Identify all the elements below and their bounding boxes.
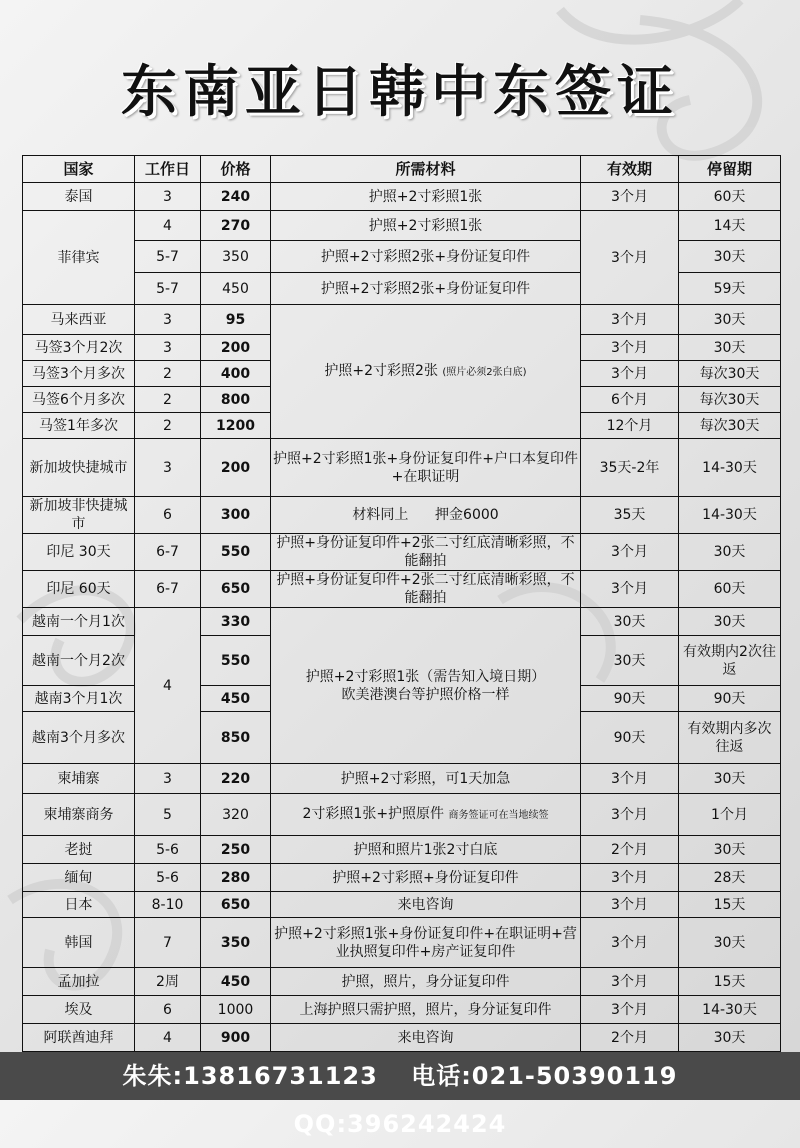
- stay-cell: 有效期内多次往返: [679, 712, 781, 764]
- validity-cell: 3个月: [581, 892, 679, 918]
- table-row: [23, 305, 781, 335]
- validity-cell: 2个月: [581, 836, 679, 864]
- materials-line: 护照+2寸彩照1张（需告知入境日期）: [305, 668, 546, 685]
- country-cell: 印尼 30天: [23, 534, 135, 571]
- country-cell: 印尼 60天: [23, 571, 135, 608]
- price-cell: 220: [201, 764, 271, 794]
- stay-cell: 30天: [679, 1024, 781, 1052]
- table-row: [23, 794, 781, 836]
- table-row: [23, 836, 781, 864]
- table-header-row: [23, 156, 781, 183]
- validity-cell: 90天: [581, 712, 679, 764]
- contact-phone: 电话:021-50390119: [411, 1062, 678, 1090]
- contact-footer: [0, 1052, 800, 1138]
- price-cell: 320: [201, 794, 271, 836]
- validity-cell: 3个月: [581, 764, 679, 794]
- price-cell: 550: [201, 636, 271, 686]
- workdays-cell: 4: [135, 608, 201, 764]
- country-cell: 越南一个月1次: [23, 608, 135, 636]
- table-row: [23, 864, 781, 892]
- header-price: 价格: [201, 156, 271, 183]
- workdays-cell: 5: [135, 794, 201, 836]
- validity-cell: 3个月: [581, 918, 679, 968]
- validity-cell: 3个月: [581, 996, 679, 1024]
- validity-cell: 3个月: [581, 211, 679, 305]
- materials-cell: 护照+2寸彩照1张: [271, 183, 581, 211]
- country-cell: 老挝: [23, 836, 135, 864]
- workdays-cell: 5-7: [135, 241, 201, 273]
- price-cell: 270: [201, 211, 271, 241]
- validity-cell: 3个月: [581, 794, 679, 836]
- stay-cell: 30天: [679, 241, 781, 273]
- deposit-text: 押金6000: [435, 507, 499, 523]
- country-cell: 马签3个月多次: [23, 361, 135, 387]
- header-validity: 有效期: [581, 156, 679, 183]
- price-cell: 250: [201, 836, 271, 864]
- stay-cell: 59天: [679, 273, 781, 305]
- price-cell: 650: [201, 892, 271, 918]
- stay-cell: 30天: [679, 836, 781, 864]
- workdays-cell: 2: [135, 413, 201, 439]
- materials-cell: 护照和照片1张2寸白底: [271, 836, 581, 864]
- workdays-cell: 3: [135, 439, 201, 497]
- materials-cell: 护照+身份证复印件+2张二寸红底清晰彩照，不能翻拍: [271, 534, 581, 571]
- validity-cell: 6个月: [581, 387, 679, 413]
- validity-cell: 35天-2年: [581, 439, 679, 497]
- country-cell: 马签6个月多次: [23, 387, 135, 413]
- price-cell: 550: [201, 534, 271, 571]
- materials-cell: 护照+身份证复印件+2张二寸红底清晰彩照，不能翻拍: [271, 571, 581, 608]
- workdays-cell: 8-10: [135, 892, 201, 918]
- stay-cell: 每次30天: [679, 413, 781, 439]
- header-workdays: 工作日: [135, 156, 201, 183]
- price-cell: 900: [201, 1024, 271, 1052]
- country-cell: 新加坡非快捷城市: [23, 497, 135, 534]
- country-cell: 越南3个月多次: [23, 712, 135, 764]
- table-row: [23, 996, 781, 1024]
- country-cell: 柬埔寨: [23, 764, 135, 794]
- table-row: [23, 439, 781, 497]
- country-cell: 越南一个月2次: [23, 636, 135, 686]
- workdays-cell: 3: [135, 305, 201, 335]
- country-cell: 新加坡快捷城市: [23, 439, 135, 497]
- country-cell: 马签1年多次: [23, 413, 135, 439]
- validity-cell: 90天: [581, 686, 679, 712]
- stay-cell: 15天: [679, 968, 781, 996]
- materials-cell: 来电咨询: [271, 1024, 581, 1052]
- stay-cell: 30天: [679, 534, 781, 571]
- workdays-cell: 3: [135, 183, 201, 211]
- stay-cell: 有效期内2次往返: [679, 636, 781, 686]
- price-cell: 800: [201, 387, 271, 413]
- country-cell: 韩国: [23, 918, 135, 968]
- price-cell: 450: [201, 686, 271, 712]
- price-cell: 300: [201, 497, 271, 534]
- materials-cell: [271, 794, 581, 836]
- country-cell: 柬埔寨商务: [23, 794, 135, 836]
- stay-cell: 30天: [679, 608, 781, 636]
- table-row: [23, 534, 781, 571]
- stay-cell: 30天: [679, 764, 781, 794]
- table-row: [23, 571, 781, 608]
- stay-cell: 15天: [679, 892, 781, 918]
- table-row: [23, 918, 781, 968]
- country-cell: 埃及: [23, 996, 135, 1024]
- header-country: 国家: [23, 156, 135, 183]
- materials-text: 护照+2寸彩照2张: [324, 362, 438, 379]
- validity-cell: 12个月: [581, 413, 679, 439]
- price-cell: 280: [201, 864, 271, 892]
- materials-line: 欧美港澳台等护照价格一样: [341, 686, 510, 703]
- materials-cell: [271, 305, 581, 439]
- workdays-cell: 3: [135, 764, 201, 794]
- price-cell: 240: [201, 183, 271, 211]
- header-materials: 所需材料: [271, 156, 581, 183]
- country-cell: 马来西亚: [23, 305, 135, 335]
- workdays-cell: 6: [135, 996, 201, 1024]
- stay-cell: 14-30天: [679, 996, 781, 1024]
- country-cell: 越南3个月1次: [23, 686, 135, 712]
- validity-cell: 3个月: [581, 361, 679, 387]
- price-cell: 350: [201, 918, 271, 968]
- materials-note: 商务签证可在当地续签: [448, 809, 549, 821]
- workdays-cell: 5-7: [135, 273, 201, 305]
- stay-cell: 90天: [679, 686, 781, 712]
- table-row: [23, 211, 781, 241]
- contact-mobile: 朱朱:13816731123: [122, 1062, 378, 1090]
- price-cell: 200: [201, 439, 271, 497]
- price-cell: 350: [201, 241, 271, 273]
- materials-cell: 护照+2寸彩照，可1天加急: [271, 764, 581, 794]
- country-cell: 马签3个月2次: [23, 335, 135, 361]
- stay-cell: 60天: [679, 571, 781, 608]
- country-cell: 缅甸: [23, 864, 135, 892]
- validity-cell: 3个月: [581, 571, 679, 608]
- validity-cell: 3个月: [581, 864, 679, 892]
- stay-cell: 每次30天: [679, 387, 781, 413]
- workdays-cell: 6: [135, 497, 201, 534]
- stay-cell: 30天: [679, 305, 781, 335]
- materials-cell: 护照+2寸彩照2张+身份证复印件: [271, 273, 581, 305]
- materials-cell: [271, 497, 581, 534]
- contact-qq: QQ:396242424: [293, 1110, 507, 1138]
- workdays-cell: 6-7: [135, 571, 201, 608]
- materials-cell: 护照+2寸彩照1张+身份证复印件+在职证明+营业执照复印件+房产证复印件: [271, 918, 581, 968]
- workdays-cell: 5-6: [135, 836, 201, 864]
- materials-cell: 来电咨询: [271, 892, 581, 918]
- validity-cell: 3个月: [581, 534, 679, 571]
- validity-cell: 35天: [581, 497, 679, 534]
- country-cell: 日本: [23, 892, 135, 918]
- validity-cell: 30天: [581, 636, 679, 686]
- materials-note: (照片必须2张白底): [442, 366, 527, 378]
- stay-cell: 30天: [679, 335, 781, 361]
- workdays-cell: 5-6: [135, 864, 201, 892]
- country-cell: 菲律宾: [23, 211, 135, 305]
- stay-cell: 14天: [679, 211, 781, 241]
- country-cell: 泰国: [23, 183, 135, 211]
- price-cell: 450: [201, 273, 271, 305]
- validity-cell: 2个月: [581, 1024, 679, 1052]
- country-cell: 阿联酋迪拜: [23, 1024, 135, 1052]
- stay-cell: 1个月: [679, 794, 781, 836]
- workdays-cell: 6-7: [135, 534, 201, 571]
- table-row: [23, 608, 781, 636]
- workdays-cell: 7: [135, 918, 201, 968]
- validity-cell: 3个月: [581, 335, 679, 361]
- materials-text: 材料同上: [352, 507, 409, 523]
- workdays-cell: 2周: [135, 968, 201, 996]
- price-cell: 850: [201, 712, 271, 764]
- table-row: [23, 183, 781, 211]
- validity-cell: 3个月: [581, 305, 679, 335]
- workdays-cell: 3: [135, 335, 201, 361]
- visa-price-table: [22, 155, 781, 1052]
- validity-cell: 3个月: [581, 183, 679, 211]
- materials-cell: 上海护照只需护照，照片，身分证复印件: [271, 996, 581, 1024]
- page-title: 东南亚日韩中东签证: [121, 60, 679, 125]
- validity-cell: 3个月: [581, 968, 679, 996]
- materials-cell: 护照+2寸彩照+身份证复印件: [271, 864, 581, 892]
- stay-cell: 每次30天: [679, 361, 781, 387]
- price-cell: 95: [201, 305, 271, 335]
- price-cell: 450: [201, 968, 271, 996]
- price-cell: 200: [201, 335, 271, 361]
- workdays-cell: 4: [135, 211, 201, 241]
- price-cell: 1000: [201, 996, 271, 1024]
- materials-cell: [271, 608, 581, 764]
- stay-cell: 14-30天: [679, 439, 781, 497]
- materials-cell: 护照+2寸彩照1张: [271, 211, 581, 241]
- stay-cell: 14-30天: [679, 497, 781, 534]
- workdays-cell: 2: [135, 361, 201, 387]
- table-row: [23, 764, 781, 794]
- table-row: [23, 968, 781, 996]
- validity-cell: 30天: [581, 608, 679, 636]
- price-cell: 1200: [201, 413, 271, 439]
- materials-cell: 护照，照片，身分证复印件: [271, 968, 581, 996]
- materials-cell: 护照+2寸彩照1张+身份证复印件+户口本复印件+在职证明: [271, 439, 581, 497]
- price-cell: 650: [201, 571, 271, 608]
- price-cell: 400: [201, 361, 271, 387]
- stay-cell: 60天: [679, 183, 781, 211]
- workdays-cell: 4: [135, 1024, 201, 1052]
- materials-cell: 护照+2寸彩照2张+身份证复印件: [271, 241, 581, 273]
- materials-text: 2寸彩照1张+护照原件: [302, 805, 445, 822]
- table-row: [23, 1024, 781, 1052]
- country-cell: 孟加拉: [23, 968, 135, 996]
- table-row: [23, 892, 781, 918]
- price-cell: 330: [201, 608, 271, 636]
- stay-cell: 28天: [679, 864, 781, 892]
- table-row: [23, 497, 781, 534]
- workdays-cell: 2: [135, 387, 201, 413]
- stay-cell: 30天: [679, 918, 781, 968]
- header-stay: 停留期: [679, 156, 781, 183]
